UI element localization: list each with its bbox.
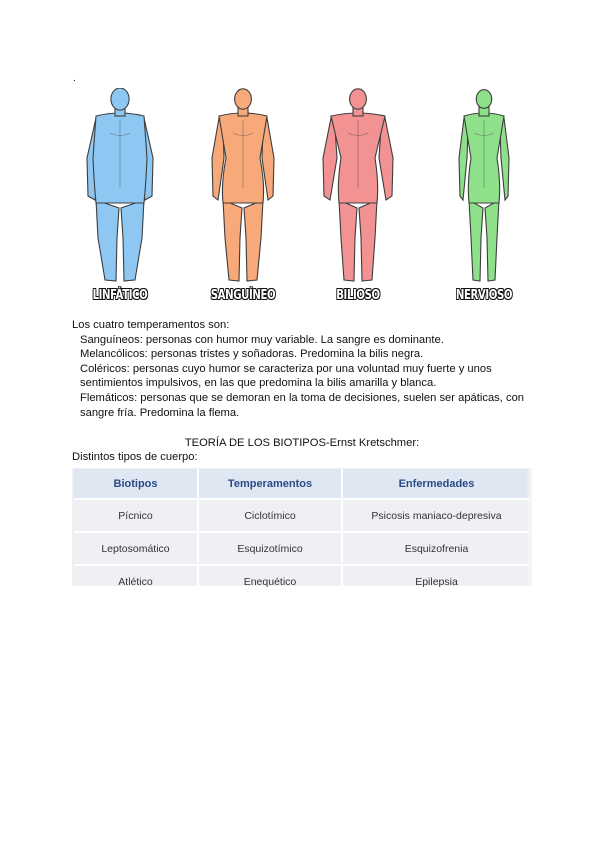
figure-label: NERVIOSO [455,288,513,303]
table-cell: Atlético [74,565,198,597]
biotypes-table-image [72,468,532,586]
figure-label: SANGUÍNEO [210,288,276,303]
table-cell: Enequético [198,565,342,597]
header-biotipos: Biotipos [74,469,198,499]
nervioso-body-image [424,88,544,288]
header-enfermedades: Enfermedades [342,469,530,499]
table-cell: Pícnico [74,499,198,532]
header-temperamentos: Temperamentos [198,469,342,499]
figure-bilioso [298,88,418,310]
section-subtitle: Distintos tipos de cuerpo: [72,451,198,463]
flematicos-line: Flemáticos: personas que se demoran en la toma de decisiones, suelen ser apáticas, con sangre fría. Predomina la flema. [80,391,525,419]
table-cell: Psicosis maniaco-depresiva [342,499,530,532]
biotypes-table [74,469,530,597]
section-title: TEORÍA DE LOS BIOTIPOS-Ernst Kretschmer: [184,437,420,449]
table-header-row [74,469,530,499]
colericos-line: Coléricos: personas cuyo humor se caracteriza por una voluntad muy fuerte y unos sentimientos impulsivos, en las que predomina la bilis amarilla y blanca. [80,362,492,390]
body-figures [60,88,540,310]
linfatico-body-image [60,88,180,288]
table-cell: Leptosomático [74,532,198,565]
table-row [74,499,530,532]
table-cell: Esquizotímico [198,532,342,565]
table-cell: Esquizofrenia [342,532,530,565]
table-row [74,565,530,597]
table-row [74,532,530,565]
table-cell: Epilepsia [342,565,530,597]
intro-line: Los cuatro temperamentos son: [72,319,230,331]
sanguineos-line: Sanguíneos: personas con humor muy variable. La sangre es dominante. [80,333,444,346]
stray-dot: . [73,73,76,84]
melancolicos-line: Melancólicos: personas tristes y soñadoras. Predomina la bilis negra. [80,348,424,361]
bilioso-body-image [298,88,418,288]
temperaments-text [72,318,532,420]
figure-sanguineo [183,88,303,310]
sanguineo-body-image [183,88,303,288]
figure-linfatico [60,88,180,310]
table-cell: Ciclotímico [198,499,342,532]
figure-nervioso [424,88,544,310]
figure-label: BILIOSO [336,288,380,303]
figure-label: LINFÁTICO [92,288,148,303]
